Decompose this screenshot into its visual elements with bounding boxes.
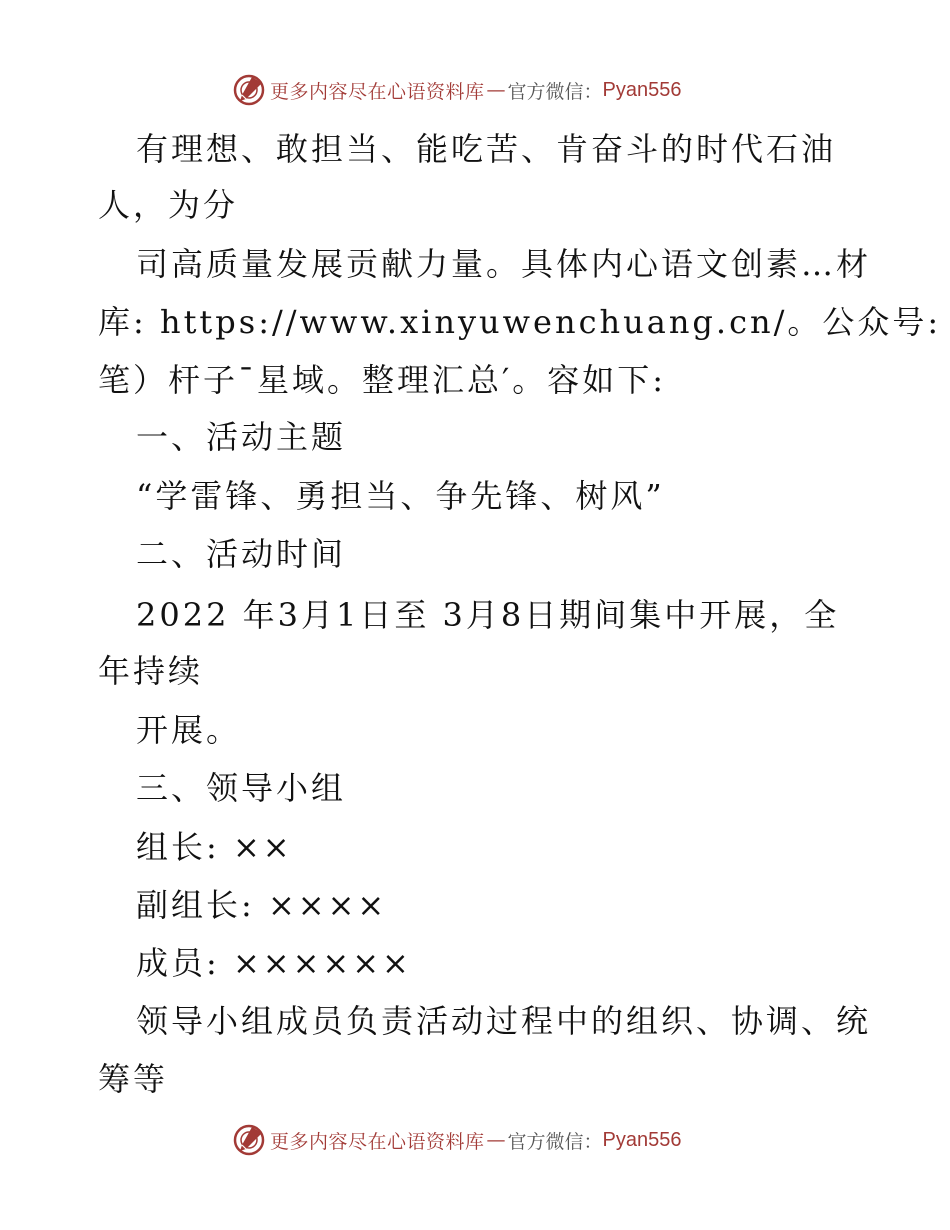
text-line: 开展。 [136, 711, 242, 749]
text-line: 司高质量发展贡献力量。具体内心语文创素…材 [136, 245, 872, 283]
text-line: 2022 年3月1日至 3月8日期间集中开展，全 [136, 596, 840, 634]
text-line: 有理想、敢担当、能吃苦、肯奋斗的时代石油 [136, 130, 837, 168]
header-watermark-banner [232, 72, 682, 108]
text-line: 人，为分 [98, 186, 239, 224]
banner-main-text: 更多内容尽在心语资料库 [270, 80, 485, 103]
text-line: 筹等 [98, 1060, 169, 1098]
text-line: 年持续 [98, 652, 204, 690]
section-heading: 三、领导小组 [136, 769, 347, 807]
text-line: 笔）杆子¯星域。整理汇总′。容如下: [98, 361, 667, 399]
pen-circle-icon [232, 1123, 266, 1157]
text-line: 组长: ×× [136, 828, 293, 866]
banner-wechat-id: Pyan556 [602, 1128, 682, 1151]
banner-main-text: 更多内容尽在心语资料库 [270, 1130, 485, 1153]
text-line: 成员: ×××××× [136, 944, 412, 982]
banner-wechat-label: 官方微信： [507, 1130, 603, 1153]
text-line: 领导小组成员负责活动过程中的组织、协调、统 [136, 1002, 872, 1040]
banner-wechat-label: 官方微信： [507, 80, 603, 103]
footer-watermark-banner [232, 1122, 682, 1158]
text-line: 库: https://www.xinyuwenchuang.cn/。公众号: [98, 303, 942, 341]
section-heading: 二、活动时间 [136, 535, 347, 573]
banner-wechat-id: Pyan556 [602, 78, 682, 101]
section-heading: 一、活动主题 [136, 418, 347, 456]
text-line: “学雷锋、勇担当、争先锋、树风” [136, 477, 665, 515]
banner-dash: — [486, 79, 506, 101]
pen-circle-icon [232, 73, 266, 107]
banner-dash: — [486, 1129, 506, 1151]
text-line: 副组长: ×××× [136, 886, 388, 924]
